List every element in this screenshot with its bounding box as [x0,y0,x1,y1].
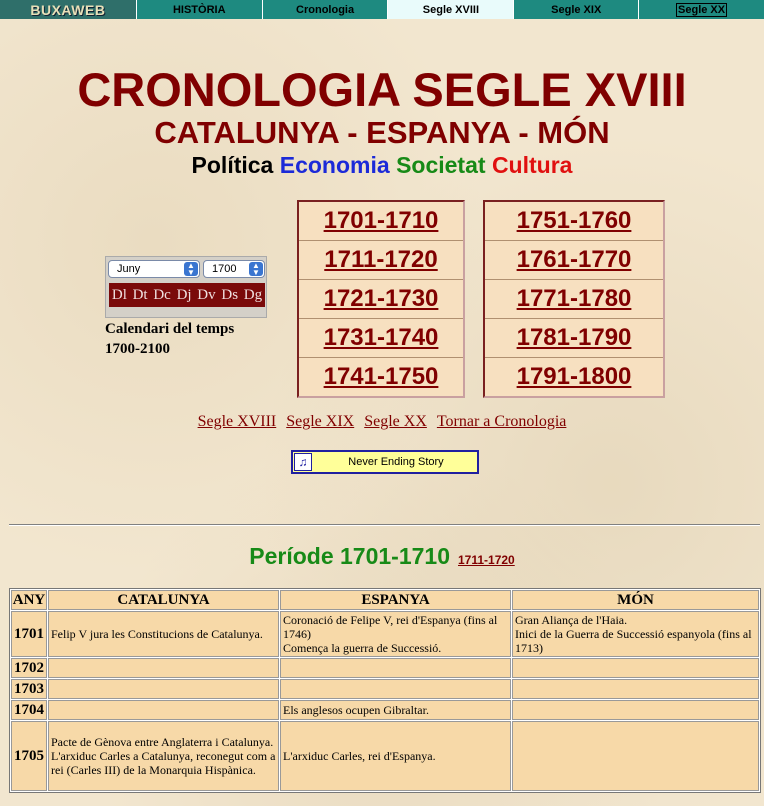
month-value: Juny [117,263,141,275]
year-cell: 1702 [11,658,47,678]
year-select[interactable] [203,260,265,278]
nav-segle-xx-label: Segle XX [678,3,726,16]
link-segle-xviii[interactable]: Segle XVIII [197,413,277,430]
theme-politica: Política [191,152,274,178]
nav-cronologia[interactable]: Cronologia [263,0,389,19]
music-title: Never Ending Story [348,456,444,468]
period-links-right [483,200,665,398]
chronology-table [9,588,761,793]
mon-cell: Gran Aliança de l'Haia. Inici de la Guerra de Successió espanyola (fins al 1713) [512,611,759,657]
mon-cell [512,679,759,699]
calendar-caption-line2: 1700-2100 [105,341,170,357]
period-cell [485,202,663,241]
select-arrows-icon: ▲ ▼ [249,262,263,276]
year-cell: 1705 [11,721,47,791]
col-mon: MÓN [512,590,759,610]
page-subtitle: CATALUNYA - ESPANYA - MÓN [154,115,610,150]
next-period-link[interactable]: 1711-1720 [458,553,515,567]
espanya-cell [280,679,511,699]
period-cell [485,280,663,319]
col-any: ANY [11,590,47,610]
col-espanya: ESPANYA [280,590,511,610]
link-segle-xx[interactable]: Segle XX [364,413,427,430]
period-link-1701[interactable]: 1701-1710 [323,207,439,234]
period-link-1771[interactable]: 1771-1780 [516,285,632,312]
calendar-caption [105,319,234,359]
table-row [11,679,759,699]
catalunya-cell [48,679,279,699]
catalunya-cell: Pacte de Gènova entre Anglaterra i Catalunya. L'arxiduc Carles a Catalunya, reconegut com a rei (Carles III) de la Monarquia Hispànica. [48,721,279,791]
period-link-1741[interactable]: 1741-1750 [323,363,439,390]
period-cell [485,358,663,396]
catalunya-cell [48,658,279,678]
music-player[interactable] [291,450,479,474]
mon-cell [512,721,759,791]
link-tornar-cronologia[interactable]: Tornar a Cronologia [436,413,567,430]
period-title: Període 1701-1710 [249,543,450,569]
theme-cultura: Cultura [491,152,573,178]
table-header-row [11,590,759,610]
calendar-caption-line1: Calendari del temps [105,321,235,337]
music-note-icon[interactable]: ♫ [294,453,312,471]
espanya-cell: L'arxiduc Carles, rei d'Espanya. [280,721,511,791]
table-row [11,611,759,657]
year-cell: 1701 [11,611,47,657]
period-cell [299,241,463,280]
weekday-header [109,283,265,307]
weekday: Dc [153,286,171,303]
weekday: Dl [111,286,127,303]
table-row [11,721,759,791]
year-value: 1700 [212,263,237,275]
espanya-cell: Coronació de Felipe V, rei d'Espanya (fins al 1746) Comença la guerra de Successió. [280,611,511,657]
catalunya-cell: Felip V jura les Constitucions de Catalunya. [48,611,279,657]
weekday: Dt [132,286,148,303]
year-cell: 1704 [11,700,47,720]
nav-segle-xviii[interactable]: Segle XVIII [388,0,514,19]
nav-segle-xx[interactable] [639,0,764,19]
weekday: Dj [176,286,192,303]
mon-cell [512,658,759,678]
weekday: Dg [243,286,263,303]
month-select[interactable] [108,260,200,278]
mon-cell [512,700,759,720]
calendar-widget [105,256,267,318]
logo-text: BUXAWEB [30,1,106,18]
page-title: CRONOLOGIA SEGLE XVIII [77,63,687,116]
period-link-1781[interactable]: 1781-1790 [516,324,632,351]
table-row [11,700,759,720]
period-cell [299,202,463,241]
espanya-cell: Els anglesos ocupen Gibraltar. [280,700,511,720]
period-cell [485,241,663,280]
period-link-1721[interactable]: 1721-1730 [323,285,439,312]
buxaweb-logo[interactable] [0,0,137,19]
espanya-cell [280,658,511,678]
period-heading [0,543,764,570]
weekday: Dv [197,286,216,303]
top-navigation [0,0,764,19]
period-link-1711[interactable]: 1711-1720 [324,246,438,273]
period-link-1791[interactable]: 1791-1800 [516,363,632,390]
theme-societat: Societat [396,152,486,178]
year-cell: 1703 [11,679,47,699]
period-cell [485,319,663,358]
table-row [11,658,759,678]
period-cell [299,358,463,396]
theme-economia: Economia [279,152,390,178]
select-arrows-icon: ▲ ▼ [184,262,198,276]
nav-segle-xix[interactable]: Segle XIX [514,0,639,19]
divider [9,524,760,526]
period-cell [299,280,463,319]
link-segle-xix[interactable]: Segle XIX [286,413,355,430]
period-links-left [297,200,465,398]
period-cell [299,319,463,358]
period-link-1731[interactable]: 1731-1740 [323,324,439,351]
weekday: Ds [221,286,239,303]
period-link-1761[interactable]: 1761-1770 [516,246,632,273]
century-links [0,413,764,431]
catalunya-cell [48,700,279,720]
col-catalunya: CATALUNYA [48,590,279,610]
period-link-1751[interactable]: 1751-1760 [516,207,632,234]
theme-legend [0,152,764,179]
nav-historia[interactable]: HISTÒRIA [137,0,263,19]
